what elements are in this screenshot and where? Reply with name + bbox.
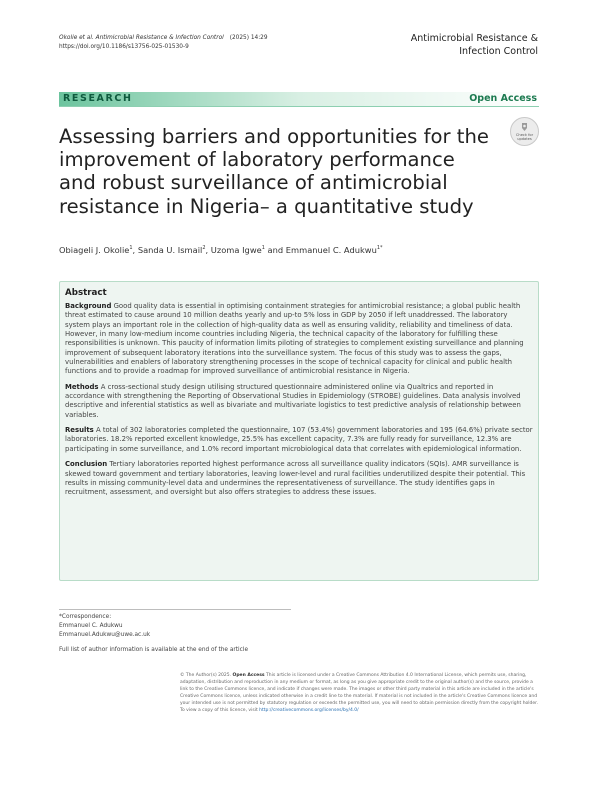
author-separator: and (264, 245, 286, 255)
conclusion-text: Tertiary laboratories reported highest performance across all surveillance quality indicators (SQIs). AMR surveillance is skewed toward government and tertiary laboratories, leaving lower-level and rural facilities underutilized despite their potential. This results in missing community-level data and undermines the representativeness of surveillance. The study identifies gaps in recruitment, assessment, and oversight but also offers strategies to address these issues. (65, 460, 526, 497)
methods-text: A cross-sectional study design utilising structured questionnaire administered online via Qualtrics and reported in accordance with strengthening the Reporting of Observational Studies in Epidemiology (STROBE) guidelines. Data analysis involved descriptive and inferential statistics as well as bivariate and multivariate logistics to test predictive analysis of relationship between variables. (65, 382, 521, 419)
citation-journal: Okolie et al. Antimicrobial Resistance & Infection Control (59, 35, 224, 41)
background-text: Good quality data is essential in optimising containment strategies for antimicrobial resistance; a global public health threat estimated to cause around 10 million deaths yearly and up-to 5% loss in GDP by 2050 if left unaddressed. The laboratory system plays an important role in the collection of high-quality data as well as ensuring validity, reliability and timeliness of data. However, in many low-medium income countries including Nigeria, the technical capacity of the laboratory for fulfilling these responsibilities is unknown. This paucity of information limits piloting of strategies to complement existing surveillance and planning improvement of subsequent laboratory iterations into the surveillance system. The focus of this study was to assess the gaps, vulnerabilities and enablers of laboratory strengthening processes in the scope of technical capacity for clinical and public health functions and to provide a roadmap for improved surveillance of antimicrobial resistance in Nigeria. (65, 302, 524, 376)
conclusion-label: Conclusion (65, 460, 108, 469)
author-affiliation: 2 (202, 245, 206, 252)
check-for-updates-badge[interactable] (510, 117, 539, 146)
correspondence-email[interactable]: Emmanuel.Adukwu@uwe.ac.uk (59, 631, 151, 638)
journal-name-line1: Antimicrobial Resistance & (410, 33, 538, 44)
section-label: RESEARCH (63, 93, 133, 104)
check-for-updates-icon (519, 122, 530, 133)
check-for-updates-line1: Check for (515, 133, 534, 137)
correspondence-name: Emmanuel C. Adukwu (59, 622, 123, 629)
article-title: Assessing barriers and opportunities for the improvement of laboratory performance and robust surveillance of antimicrobial resistance in Nigeria– a quantitative study (59, 125, 489, 218)
abstract-background (65, 302, 533, 377)
journal-name (411, 33, 538, 58)
license-text: This article is licensed under a Creative Commons Attribution 4.0 International License, which permits use, sharing, adaptation, distribution and reproduction in any medium or format, as long as you give appropriate credit to the original author(s) and the source, provide a link to the Creative Commons licence, and indicate if changes were made. The images or other third party material in this article are included in the article's Creative Commons licence, unless indicated otherwise in a credit line to the material. If material is not included in the article's Creative Commons licence and your intended use is not permitted by statutory regulation or exceeds the permitted use, you will need to obtain permission directly from the copyright holder. To view a copy of this licence, visit (180, 673, 539, 713)
license-link[interactable]: http://creativecommons.org/licenses/by/4.0/ (259, 707, 359, 713)
license-statement (180, 673, 540, 714)
section-banner (59, 92, 539, 107)
abstract-box (59, 281, 539, 581)
author-affiliation: 1 (129, 245, 133, 252)
author-name[interactable]: Uzoma Igwe (210, 245, 262, 255)
author-list (59, 245, 383, 255)
author-info-note: Full list of author information is available at the end of the article (59, 647, 249, 653)
correspondence-block (59, 613, 150, 639)
open-access-heading: Open Access (232, 673, 265, 678)
author-affiliation: 1 (261, 245, 265, 252)
abstract-results (65, 426, 533, 454)
author-name[interactable]: Obiageli J. Okolie (59, 245, 130, 255)
author-name[interactable]: Emmanuel C. Adukwu (285, 245, 377, 255)
copyright-notice: © The Author(s) 2025. (180, 673, 232, 678)
author-separator: , (132, 245, 138, 255)
citation-line (59, 34, 268, 43)
abstract-heading: Abstract (65, 288, 107, 298)
abstract-methods (65, 383, 533, 420)
author-name[interactable]: Sanda U. Ismail (137, 245, 203, 255)
open-access-label: Open Access (469, 93, 537, 104)
results-text: A total of 302 laboratories completed the questionnaire, 107 (53.4%) government laboratories and 195 (64.6%) private sector laboratories. 18.2% reported excellent knowledge, 25.5% has excellent capacity, 7.3% are fully ready for surveillance, 12.3% are participating in some surveillance, and 1.0% record important microbiological data that correlates with epidemiological information. (65, 426, 533, 453)
footnote-divider (59, 609, 291, 610)
running-header (59, 34, 268, 52)
correspondence-label: *Correspondence: (59, 614, 112, 620)
doi-link[interactable]: https://doi.org/10.1186/s13756-025-01530-9 (59, 44, 189, 50)
check-for-updates-line2: updates (517, 137, 532, 141)
background-label: Background (65, 302, 112, 310)
results-label: Results (65, 426, 94, 435)
abstract-conclusion (65, 460, 533, 497)
journal-name-line2: Infection Control (459, 45, 538, 57)
author-separator: , (205, 245, 211, 255)
citation-year: (2025) 14:29 (229, 35, 268, 41)
methods-label: Methods (65, 382, 99, 391)
author-affiliation: 1* (376, 245, 383, 252)
